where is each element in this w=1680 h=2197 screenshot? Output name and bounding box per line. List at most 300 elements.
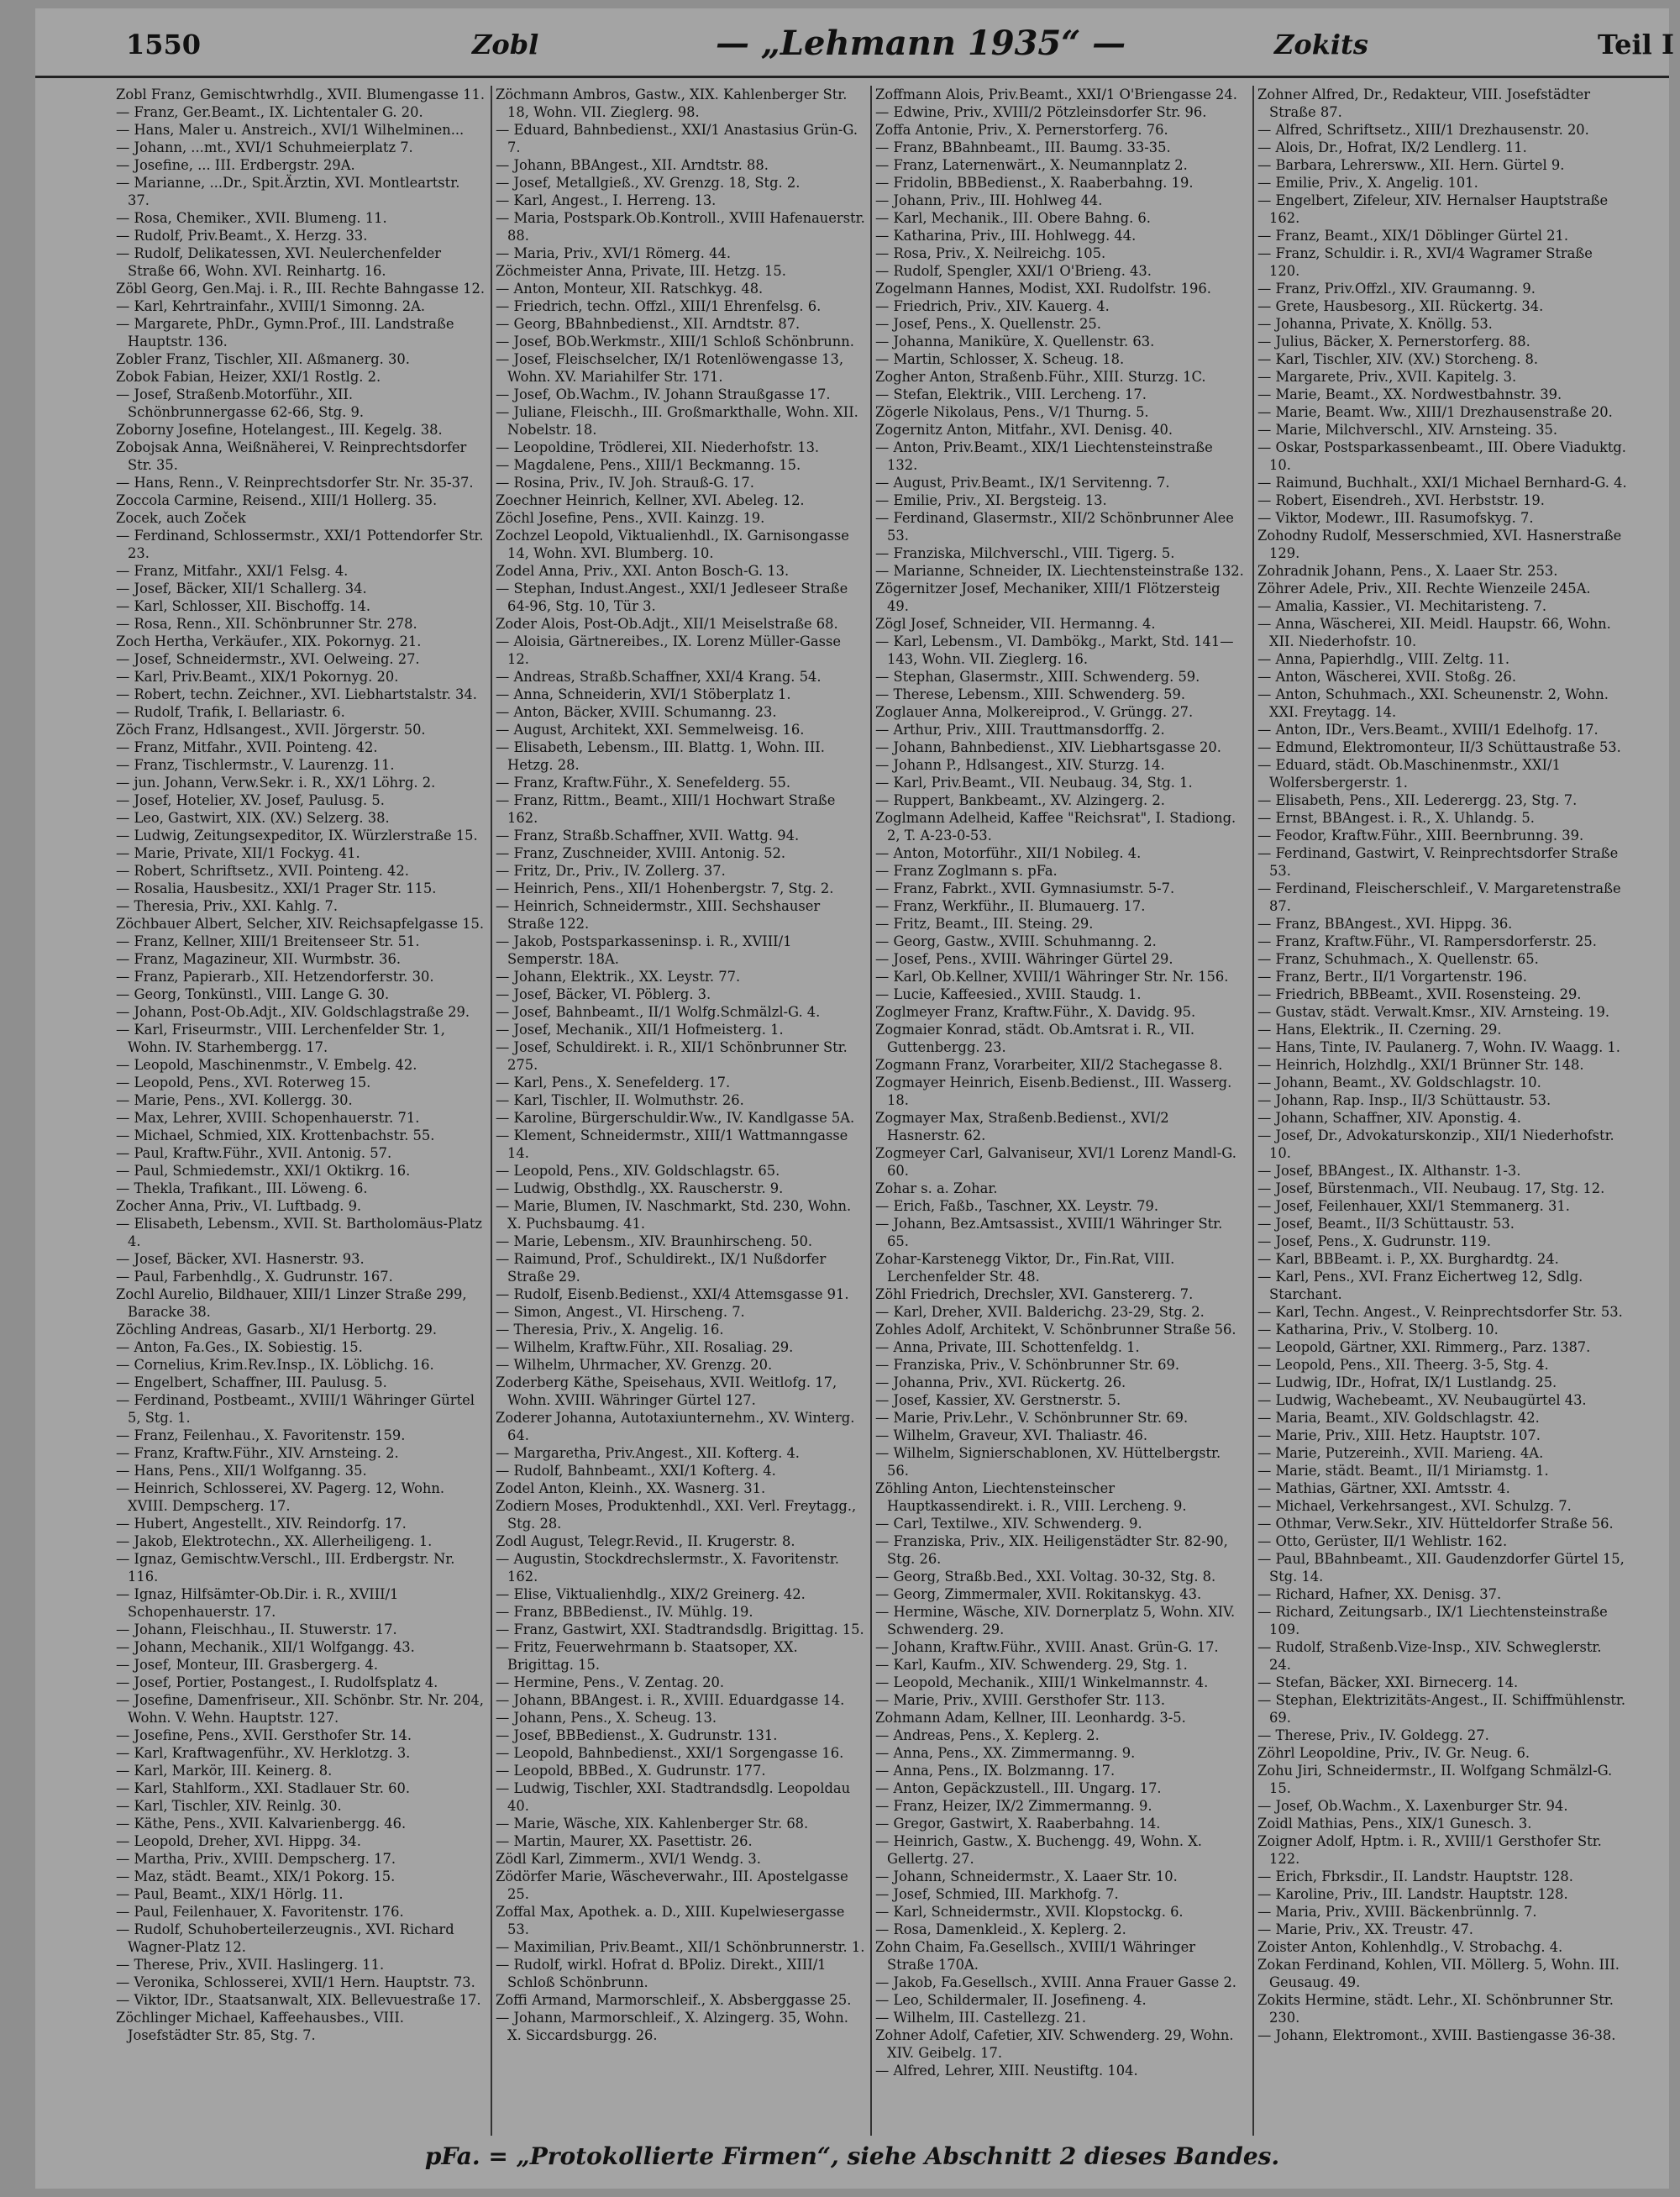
directory-entry: — Paul, Schmiedemstr., XXI/1 Oktikrg. 16.	[116, 1163, 411, 1179]
directory-entry: Zoister Anton, Kohlenhdlg., V. Strobachg. 4.	[1257, 1939, 1563, 1955]
directory-entry: — Ludwig, Zeitungsexpeditor, IX. Würzlerstraße 15.	[116, 828, 478, 844]
directory-entry: — Leopold, Maschinenmstr., V. Embelg. 42.	[116, 1057, 417, 1073]
directory-entry: — Josef, Hotelier, XV. Josef, Paulusg. 5.	[116, 792, 385, 808]
directory-entry: Zoglmeyer Franz, Kraftw.Führ., X. Davidg. 95.	[875, 1004, 1196, 1020]
directory-entry: — Franz, Gastwirt, XXI. Stadtrandsdlg. Brigittag. 15.	[496, 1621, 864, 1637]
directory-entry: — Anton, Gepäckzustell., III. Ungarg. 17.	[875, 1780, 1162, 1796]
directory-entry: — Elisabeth, Lebensm., III. Blattg. 1, Wohn. III. Hetzg. 28.	[496, 739, 825, 773]
directory-entry: — Viktor, Modewr., III. Rasumofskyg. 7.	[1257, 510, 1534, 526]
directory-entry: — Karl, Tischler, II. Wolmuthstr. 26.	[496, 1092, 744, 1108]
directory-entry: — Josefine, Pens., XVII. Gersthofer Str. 14.	[116, 1727, 412, 1743]
directory-entry: Zöchmeister Anna, Private, III. Hetzg. 15.	[496, 263, 786, 279]
directory-entry: Zohradnik Johann, Pens., X. Laaer Str. 253.	[1257, 563, 1558, 579]
directory-entry: Zochzel Leopold, Viktualienhdl., IX. Garnisongasse 14, Wohn. XVI. Blumberg. 10.	[496, 528, 849, 561]
directory-entry: — Robert, techn. Zeichner., XVI. Liebhartstalstr. 34.	[116, 686, 477, 702]
directory-entry: — Franz, Beamt., XIX/1 Döblinger Gürtel 21.	[1257, 228, 1569, 244]
directory-entry: — Karl, Tischler, XIV. (XV.) Storcheng. 8.	[1257, 351, 1539, 367]
directory-entry: — Jakob, Postsparkasseninsp. i. R., XVIII/1 Semperstr. 18A.	[496, 933, 792, 967]
directory-entry: — Franziska, Priv., V. Schönbrunner Str. 69.	[875, 1357, 1180, 1373]
directory-entry: — Aloisia, Gärtnereibes., IX. Lorenz Müller-Gasse 12.	[496, 633, 841, 667]
directory-entry: — Karl, Ob.Kellner, XVIII/1 Währinger Str. Nr. 156.	[875, 969, 1229, 985]
directory-entry: — Johann, ...mt., XVI/1 Schuhmeierplatz 7.	[116, 139, 413, 155]
directory-entry: — Richard, Zeitungsarb., IX/1 Liechtensteinstraße 109.	[1257, 1604, 1608, 1637]
directory-entry: — Anton, Fa.Ges., IX. Sobiestig. 15.	[116, 1339, 363, 1355]
directory-entry: — Johann, Beamt., XV. Goldschlagstr. 10.	[1257, 1075, 1541, 1091]
directory-entry: — Leopold, Gärtner, XXI. Rimmerg., Parz. 1387.	[1257, 1339, 1591, 1355]
directory-entry: — Josef, Bäcker, VI. Pöblerg. 3.	[496, 986, 711, 1002]
directory-entry: — Franz, Laternenwärt., X. Neumannplatz 2.	[875, 157, 1188, 173]
directory-entry: — Franz, Schuhmach., X. Quellenstr. 65.	[1257, 951, 1539, 967]
directory-entry: — Franziska, Priv., XIX. Heiligenstädter Str. 82-90, Stg. 26.	[875, 1533, 1228, 1567]
directory-entry: — Wilhelm, III. Castellezg. 21.	[875, 2010, 1087, 2026]
directory-entry: — Karl, Kraftwagenführ., XV. Herklotzg. 3.	[116, 1745, 411, 1761]
directory-entry: — Hans, Renn., V. Reinprechtsdorfer Str. Nr. 35-37.	[116, 475, 474, 491]
directory-entry: — Anna, Pens., IX. Bolzmanng. 17.	[875, 1763, 1116, 1779]
directory-entry: — Fritz, Dr., Priv., IV. Zollerg. 37.	[496, 863, 726, 879]
directory-entry: — Leopold, Dreher, XVI. Hippg. 34.	[116, 1833, 361, 1849]
directory-entry: Zöchbauer Albert, Selcher, XIV. Reichsapfelgasse 15.	[116, 916, 485, 932]
directory-entry: — Karl, BBBeamt. i. P., XX. Burghardtg. 24.	[1257, 1251, 1559, 1267]
directory-entry: — Alfred, Lehrer, XIII. Neustiftg. 104.	[875, 2063, 1138, 2079]
column-2	[496, 86, 865, 2136]
directory-entry: — Margaretha, Priv.Angest., XII. Kofterg. 4.	[496, 1445, 800, 1461]
directory-entry: — Karl, Lebensm., VI. Dambökg., Markt, Std. 141—143, Wohn. VII. Zieglerg. 16.	[875, 633, 1234, 667]
directory-entry: — Josef, Pens., X. Gudrunstr. 119.	[1257, 1233, 1491, 1249]
directory-entry: — Franz, Straßb.Schaffner, XVII. Wattg. 94.	[496, 828, 800, 844]
directory-entry: — Richard, Hafner, XX. Denisg. 37.	[1257, 1586, 1502, 1602]
directory-entry: Zohn Chaim, Fa.Gesellsch., XVIII/1 Währinger Straße 170A.	[875, 1939, 1196, 1973]
directory-entry: Zöhl Friedrich, Drechsler, XVI. Ganstererg. 7.	[875, 1286, 1194, 1302]
directory-entry: — Eduard, Bahnbedienst., XXI/1 Anastasius Grün-G. 7.	[496, 122, 858, 155]
directory-entry: — Marie, Priv., XX. Treustr. 47.	[1257, 1921, 1473, 1937]
directory-entry: — Johanna, Priv., XVI. Rückertg. 26.	[875, 1374, 1126, 1390]
directory-entry: — Maximilian, Priv.Beamt., XII/1 Schönbrunnerstr. 1.	[496, 1939, 865, 1955]
directory-entry: — Ludwig, Obsthdlg., XX. Rauscherstr. 9.	[496, 1180, 784, 1196]
directory-entry: — Maria, Beamt., XIV. Goldschlagstr. 42.	[1257, 1410, 1540, 1426]
directory-entry: — Georg, Tonkünstl., VIII. Lange G. 30.	[116, 986, 390, 1002]
directory-entry: — Franz, Rittm., Beamt., XIII/1 Hochwart Straße 162.	[496, 792, 836, 826]
directory-entry: — Emilie, Priv., XI. Bergsteig. 13.	[875, 492, 1107, 508]
directory-entry: — Josef, Mechanik., XII/1 Hofmeisterg. 1.	[496, 1022, 784, 1038]
page-number: 1550	[126, 29, 202, 60]
directory-entry: — Raimund, Prof., Schuldirekt., IX/1 Nußdorfer Straße 29.	[496, 1251, 827, 1285]
directory-entry: Zögerle Nikolaus, Pens., V/1 Thurng. 5.	[875, 404, 1149, 420]
directory-entry: — Andreas, Straßb.Schaffner, XXI/4 Krang. 54.	[496, 669, 822, 685]
directory-entry: — Rudolf, wirkl. Hofrat d. BPoliz. Direkt., XIII/1 Schloß Schönbrunn.	[496, 1957, 827, 1990]
directory-entry: — Anton, Bäcker, XVIII. Schumanng. 23.	[496, 704, 777, 720]
directory-entry: — Leo, Gastwirt, XIX. (XV.) Selzerg. 38.	[116, 810, 390, 826]
directory-entry: — Franz Zoglmann s. pFa.	[875, 863, 1058, 879]
directory-entry: Zoglauer Anna, Molkereiprod., V. Grüngg. 27.	[875, 704, 1194, 720]
directory-entry: — Johann, Post-Ob.Adjt., XIV. Goldschlagstraße 29.	[116, 1004, 470, 1020]
directory-entry: Zodl August, Telegr.Revid., II. Krugerstr. 8.	[496, 1533, 795, 1549]
directory-entry: — Marie, Private, XII/1 Fockyg. 41.	[116, 845, 360, 861]
directory-entry: — Friedrich, BBBeamt., XVII. Rosensteing. 29.	[1257, 986, 1582, 1002]
directory-entry: Zögernitzer Josef, Mechaniker, XIII/1 Flötzersteig 49.	[875, 581, 1221, 614]
directory-entry: — Feodor, Kraftw.Führ., XIII. Beernbrunng. 39.	[1257, 828, 1584, 844]
directory-entry: — Jakob, Elektrotechn., XX. Allerheiligeng. 1.	[116, 1533, 433, 1549]
directory-entry: — Karl, Mechanik., III. Obere Bahng. 6.	[875, 210, 1151, 226]
directory-entry: — Fridolin, BBBedienst., X. Raaberbahng. 19.	[875, 175, 1194, 191]
directory-entry: — Karl, Priv.Beamt., XIX/1 Pokornyg. 20.	[116, 669, 399, 685]
directory-entry: Zoderer Johanna, Autotaxiunternehm., XV. Winterg. 64.	[496, 1410, 855, 1443]
directory-entry: — Johann, Priv., III. Hohlweg 44.	[875, 192, 1103, 208]
directory-entry: — Josef, Bahnbeamt., II/1 Wolfg.Schmälzl-G. 4.	[496, 1004, 821, 1020]
directory-entry: — Anton, IDr., Vers.Beamt., XVIII/1 Edelhofg. 17.	[1257, 722, 1599, 738]
directory-entry: — Heinrich, Holzhdlg., XXI/1 Brünner Str. 148.	[1257, 1057, 1584, 1073]
directory-entry: Zohmann Adam, Kellner, III. Leonhardg. 3-5.	[875, 1710, 1186, 1726]
directory-entry: — Maria, Priv., XVIII. Bäckenbrünnlg. 7.	[1257, 1904, 1537, 1920]
directory-entry: Zocher Anna, Priv., VI. Luftbadg. 9.	[116, 1198, 362, 1214]
directory-entry: — Anton, Motorführ., XII/1 Nobileg. 4.	[875, 845, 1142, 861]
directory-entry: — Georg, Straßb.Bed., XXI. Voltag. 30-32, Stg. 8.	[875, 1569, 1216, 1585]
directory-entry: — Rudolf, Bahnbeamt., XXI/1 Kofterg. 4.	[496, 1463, 776, 1479]
header-left-keyword: Zobl	[472, 29, 539, 60]
directory-entry: — Franz, Magazineur, XII. Wurmbstr. 36.	[116, 951, 402, 967]
directory-entry: — Ferdinand, Fleischerschleif., V. Margaretenstraße 87.	[1257, 880, 1621, 914]
directory-entry: — Franz, Werkführ., II. Blumauerg. 17.	[875, 898, 1146, 914]
directory-entry: — Augustin, Stockdrechslermstr., X. Favoritenstr. 162.	[496, 1551, 839, 1585]
directory-entry: — Barbara, Lehrersww., XII. Hern. Gürtel 9.	[1257, 157, 1565, 173]
directory-entry: — Josef, Bäcker, XVI. Hasnerstr. 93.	[116, 1251, 365, 1267]
directory-entry: — August, Priv.Beamt., IX/1 Servitenng. 7.	[875, 475, 1170, 491]
directory-entry: — Franz, Kraftw.Führ., X. Senefelderg. 55.	[496, 775, 791, 791]
directory-entry: Zöchmann Ambros, Gastw., XIX. Kahlenberger Str. 18, Wohn. VII. Zieglerg. 98.	[496, 87, 848, 120]
directory-entry: — Michael, Schmied, XIX. Krottenbachstr. 55.	[116, 1127, 435, 1143]
directory-entry: — Martha, Priv., XVIII. Dempscherg. 17.	[116, 1851, 396, 1867]
directory-page	[35, 8, 1674, 2189]
directory-entry: — Marie, Priv.Lehr., V. Schönbrunner Str. 69.	[875, 1410, 1189, 1426]
directory-entry: — Ferdinand, Gastwirt, V. Reinprechtsdorfer Straße 53.	[1257, 845, 1619, 879]
directory-entry: — Anna, Wäscherei, XII. Meidl. Haupstr. 66, Wohn. XII. Niederhofstr. 10.	[1257, 616, 1611, 649]
directory-entry: — Karl, Angest., I. Herreng. 13.	[496, 192, 717, 208]
directory-entry: — Josef, Schneidermstr., XVI. Oelweing. 27.	[116, 651, 420, 667]
directory-entry: Zohner Alfred, Dr., Redakteur, VIII. Josefstädter Straße 87.	[1257, 87, 1591, 120]
directory-entry: — Paul, Kraftw.Führ., XVII. Antonig. 57.	[116, 1145, 392, 1161]
directory-entry: — Marianne, ...Dr., Spit.Ärztin, XVI. Montleartstr. 37.	[116, 175, 460, 208]
directory-entry: — Marie, Lebensm., XIV. Braunhirscheng. 50.	[496, 1233, 813, 1249]
directory-entry: — Johann, Pens., X. Scheug. 13.	[496, 1710, 717, 1726]
directory-entry: — Josef, Portier, Postangest., I. Rudolfsplatz 4.	[116, 1674, 438, 1690]
directory-entry: — Karl, Dreher, XVII. Balderichg. 23-29, Stg. 2.	[875, 1304, 1205, 1320]
directory-entry: — Franz, Tischlermstr., V. Laurenzg. 11.	[116, 757, 395, 773]
directory-entry: — Emilie, Priv., X. Angelig. 101.	[1257, 175, 1478, 191]
directory-entry: — Oskar, Postsparkassenbeamt., III. Obere Viaduktg. 10.	[1257, 439, 1626, 473]
directory-entry: Zokan Ferdinand, Kohlen, VII. Möllerg. 5, Wohn. III. Geusaug. 49.	[1257, 1957, 1620, 1990]
directory-entry: Zoidl Mathias, Pens., XIX/1 Gunesch. 3.	[1257, 1816, 1532, 1832]
directory-entry: — Gregor, Gastwirt, X. Raaberbahng. 14.	[875, 1816, 1161, 1832]
directory-entry: — Rudolf, Spengler, XXI/1 O'Brieng. 43.	[875, 263, 1152, 279]
directory-entry: — Klement, Schneidermstr., XIII/1 Wattmanngasse 14.	[496, 1127, 848, 1161]
directory-entry: — Julius, Bäcker, X. Pernerstorferg. 88.	[1257, 334, 1530, 350]
directory-entry: — Karoline, Priv., III. Landstr. Hauptstr. 128.	[1257, 1886, 1568, 1902]
directory-entry: Zoder Alois, Post-Ob.Adjt., XII/1 Meiselstraße 68.	[496, 616, 838, 632]
directory-entry: — Marie, Beamt., XX. Nordwestbahnstr. 39.	[1257, 386, 1562, 402]
directory-entry: — Johann, BBAngest., XII. Arndtstr. 88.	[496, 157, 769, 173]
directory-entry: — Karl, Schlosser, XII. Bischoffg. 14.	[116, 598, 371, 614]
directory-entry: — Viktor, IDr., Staatsanwalt, XIX. Bellevuestraße 17.	[116, 1992, 481, 2008]
directory-entry: — Josefine, ... III. Erdbergstr. 29A.	[116, 157, 355, 173]
directory-entry: — Max, Lehrer, XVIII. Schopenhauerstr. 71.	[116, 1110, 420, 1126]
directory-entry: Zohles Adolf, Architekt, V. Schönbrunner Straße 56.	[875, 1322, 1236, 1338]
directory-entry: Zödörfer Marie, Wäscheverwahr., III. Apostelgasse 25.	[496, 1869, 848, 1902]
directory-entry: Zöhrl Leopoldine, Priv., IV. Gr. Neug. 6.	[1257, 1745, 1530, 1761]
directory-entry: — Magdalene, Pens., XIII/1 Beckmanng. 15.	[496, 457, 801, 473]
directory-entry: — Franz, Zuschneider, XVIII. Antonig. 52.	[496, 845, 786, 861]
directory-entry: — Johann, Bez.Amtsassist., XVIII/1 Währinger Str. 65.	[875, 1216, 1223, 1249]
directory-entry: — Edwine, Priv., XVIII/2 Pötzleinsdorfer Str. 96.	[875, 104, 1207, 120]
directory-entry: Zodel Anna, Priv., XXI. Anton Bosch-G. 13.	[496, 563, 790, 579]
directory-entry: — Wilhelm, Kraftw.Führ., XII. Rosaliag. 29.	[496, 1339, 794, 1355]
directory-entry: — Martin, Maurer, XX. Pasettistr. 26.	[496, 1833, 753, 1849]
directory-entry: — Edmund, Elektromonteur, II/3 Schüttaustraße 53.	[1257, 739, 1621, 755]
directory-entry: Zoborny Josefine, Hotelangest., III. Kegelg. 38.	[116, 422, 443, 438]
directory-entry: — Josef, Ob.Wachm., IV. Johann Straußgasse 17.	[496, 386, 831, 402]
directory-entry: — Andreas, Pens., X. Keplerg. 2.	[875, 1727, 1100, 1743]
directory-entry: — Georg, Gastw., XVIII. Schuhmanng. 2.	[875, 933, 1157, 949]
directory-entry: — Robert, Schriftsetz., XVII. Pointeng. 42.	[116, 863, 409, 879]
directory-entry: — Johann, Fleischhau., II. Stuwerstr. 17.	[116, 1621, 397, 1637]
directory-entry: — Wilhelm, Signierschablonen, XV. Hüttelbergstr. 56.	[875, 1445, 1221, 1479]
header-rule	[35, 76, 1669, 78]
directory-entry: Zoffal Max, Apothek. a. D., XIII. Kupelwiesergasse 53.	[496, 1904, 845, 1937]
directory-entry: — Leopold, Pens., XVI. Roterweg 15.	[116, 1075, 371, 1091]
directory-entry: Zokits Hermine, städt. Lehr., XI. Schönbrunner Str. 230.	[1257, 1992, 1614, 2026]
directory-entry: Zogmann Franz, Vorarbeiter, XII/2 Stachegasse 8.	[875, 1057, 1223, 1073]
directory-entry: Zochl Aurelio, Bildhauer, XIII/1 Linzer Straße 299, Baracke 38.	[116, 1286, 467, 1320]
directory-entry: — Gustav, städt. Verwalt.Kmsr., XIV. Arnsteing. 19.	[1257, 1004, 1610, 1020]
directory-entry: Zöhrer Adele, Priv., XII. Rechte Wienzeile 245A.	[1257, 581, 1591, 597]
directory-entry: — Veronika, Schlosserei, XVII/1 Hern. Hauptstr. 73.	[116, 1974, 475, 1990]
directory-entry: — Marie, Priv., XVIII. Gersthofer Str. 113.	[875, 1692, 1166, 1708]
directory-entry: — Karl, Schneidermstr., XVII. Klopstockg. 6.	[875, 1904, 1184, 1920]
directory-entry: — Franz, Feilenhau., X. Favoritenstr. 159.	[116, 1427, 406, 1443]
directory-entry: — Rudolf, Priv.Beamt., X. Herzg. 33.	[116, 228, 368, 244]
directory-entry: — Eduard, städt. Ob.Maschinenmstr., XXI/1 Wolfersbergerstr. 1.	[1257, 757, 1561, 791]
directory-entry: — Anna, Schneiderin, XVI/1 Stöberplatz 1.	[496, 686, 791, 702]
directory-entry: — Georg, Zimmermaler, XVII. Rokitanskyg. 43.	[875, 1586, 1202, 1602]
directory-entry: — Stephan, Indust.Angest., XXI/1 Jedleseer Straße 64-96, Stg. 10, Tür 3.	[496, 581, 848, 614]
directory-entry: — Theresia, Priv., X. Angelig. 16.	[496, 1322, 724, 1338]
directory-entry: — Johanna, Maniküre, X. Quellenstr. 63.	[875, 334, 1155, 350]
directory-entry: — Rosa, Renn., XII. Schönbrunner Str. 278.	[116, 616, 417, 632]
directory-entry: — Hermine, Pens., V. Zentag. 20.	[496, 1674, 725, 1690]
directory-entry: — Josef, BBAngest., IX. Althanstr. 1-3.	[1257, 1163, 1521, 1179]
directory-entry: — Johann, Marmorschleif., X. Alzingerg. 35, Wohn. X. Siccardsburgg. 26.	[496, 2010, 848, 2043]
column-4	[1257, 86, 1627, 2136]
directory-entry: Zodel Anton, Kleinh., XX. Wasnerg. 31.	[496, 1480, 766, 1496]
directory-entry: — Josef, Straßenb.Motorführ., XII. Schönbrunnergasse 62-66, Stg. 9.	[116, 386, 365, 420]
directory-entry: — Karl, Friseurmstr., VIII. Lerchenfelder Str. 1, Wohn. IV. Starhembergg. 17.	[116, 1022, 445, 1055]
directory-entry: — Anton, Priv.Beamt., XIX/1 Liechtensteinstraße 132.	[875, 439, 1213, 473]
directory-entry: Zoechner Heinrich, Kellner, XVI. Abeleg. 12.	[496, 492, 805, 508]
directory-entry: — Erich, Fbrksdir., II. Landstr. Hauptstr. 128.	[1257, 1869, 1573, 1884]
directory-entry: — Josef, BBBedienst., X. Gudrunstr. 131.	[496, 1727, 778, 1743]
directory-entry: Zöbl Georg, Gen.Maj. i. R., III. Rechte Bahngasse 12.	[116, 281, 486, 297]
directory-entry: — Marie, Priv., XIII. Hetz. Hauptstr. 107.	[1257, 1427, 1541, 1443]
directory-entry: Zohodny Rudolf, Messerschmied, XVI. Hasnerstraße 129.	[1257, 528, 1622, 561]
directory-entry: — Josef, Monteur, III. Grasbergerg. 4.	[116, 1657, 379, 1673]
directory-entry: — Marie, Putzereinh., XVII. Marieng. 4A.	[1257, 1445, 1544, 1461]
directory-entry: — Josef, Beamt., II/3 Schüttaustr. 53.	[1257, 1216, 1515, 1232]
directory-entry: Zogernitz Anton, Mitfahr., XVI. Denisg. 40.	[875, 422, 1173, 438]
directory-entry: — Heinrich, Schlosserei, XV. Pagerg. 12, Wohn. XVIII. Dempscherg. 17.	[116, 1480, 445, 1514]
directory-entry: — Franz, BBBedienst., IV. Mühlg. 19.	[496, 1604, 753, 1620]
directory-entry: — Heinrich, Pens., XII/1 Hohenbergstr. 7, Stg. 2.	[496, 880, 834, 896]
directory-entry: — Stefan, Bäcker, XXI. Birnecerg. 14.	[1257, 1674, 1519, 1690]
directory-entry: Zoderberg Käthe, Speisehaus, XVII. Weitlofg. 17, Wohn. XVIII. Währinger Gürtel 127.	[496, 1374, 837, 1408]
directory-entry: — Leopold, BBBed., X. Gudrunstr. 177.	[496, 1763, 766, 1779]
directory-entry: — Franz, Kellner, XIII/1 Breitenseer Str. 51.	[116, 933, 420, 949]
directory-entry: — Jakob, Fa.Gesellsch., XVIII. Anna Frauer Gasse 2.	[875, 1974, 1236, 1990]
directory-entry: — Fritz, Beamt., III. Steing. 29.	[875, 916, 1094, 932]
directory-entry: — Josef, Feilenhauer, XXI/1 Stemmanerg. 31.	[1257, 1198, 1570, 1214]
directory-entry: — Johann P., Hdlsangest., XIV. Sturzg. 14.	[875, 757, 1165, 773]
directory-entry: — Alois, Dr., Hofrat, IX/2 Lendlerg. 11.	[1257, 139, 1527, 155]
directory-entry: — Friedrich, techn. Offzl., XIII/1 Ehrenfelsg. 6.	[496, 298, 822, 314]
directory-entry: — Ignaz, Hilfsämter-Ob.Dir. i. R., XVIII/1 Schopenhauerstr. 17.	[116, 1586, 399, 1620]
directory-entry: Zodiern Moses, Produktenhdl., XXI. Verl. Freytagg., Stg. 28.	[496, 1498, 857, 1532]
directory-entry: — Johann, Kraftw.Führ., XVIII. Anast. Grün-G. 17.	[875, 1639, 1219, 1655]
directory-entry: — Leopold, Bahnbedienst., XXI/1 Sorgengasse 16.	[496, 1745, 844, 1761]
directory-entry: — Hermine, Wäsche, XIV. Dornerplatz 5, Wohn. XIV. Schwenderg. 29.	[875, 1604, 1236, 1637]
directory-entry: — Marie, Blumen, IV. Naschmarkt, Std. 230, Wohn. X. Puchsbaumg. 41.	[496, 1198, 852, 1232]
directory-entry: Zöchling Andreas, Gasarb., XI/1 Herbortg. 29.	[116, 1322, 438, 1338]
part-label: Teil I	[1598, 29, 1674, 60]
directory-entry: — Fritz, Feuerwehrmann b. Staatsoper, XX. Brigittag. 15.	[496, 1639, 798, 1673]
directory-entry: — Karl, Markör, III. Keinerg. 8.	[116, 1763, 333, 1779]
directory-entry: — Therese, Priv., IV. Goldegg. 27.	[1257, 1727, 1489, 1743]
directory-entry: — Ferdinand, Postbeamt., XVIII/1 Währinger Gürtel 5, Stg. 1.	[116, 1392, 475, 1426]
directory-entry: — Alfred, Schriftsetz., XIII/1 Drezhausenstr. 20.	[1257, 122, 1589, 138]
directory-entry: Zödl Karl, Zimmerm., XVI/1 Wendg. 3.	[496, 1851, 761, 1867]
directory-entry: — Anton, Schuhmach., XXI. Scheunenstr. 2, Wohn. XXI. Freytagg. 14.	[1257, 686, 1609, 720]
directory-entry: — Josefine, Damenfriseur., XII. Schönbr. Str. Nr. 204, Wohn. V. Wehn. Hauptstr. 127.	[116, 1692, 484, 1726]
directory-entry: Zöchlinger Michael, Kaffeehausbes., VIII. Josefstädter Str. 85, Stg. 7.	[116, 2010, 404, 2043]
directory-entry: — Rudolf, Delikatessen, XVI. Neulerchenfelder Straße 66, Wohn. XVI. Reinhartg. 16.	[116, 245, 442, 279]
directory-entry: — Wilhelm, Graveur, XVI. Thaliastr. 46.	[875, 1427, 1148, 1443]
directory-entry: Zobok Fabian, Heizer, XXI/1 Rostlg. 2.	[116, 369, 381, 385]
directory-entry: — Heinrich, Gastw., X. Buchengg. 49, Wohn. X. Gellertg. 27.	[875, 1833, 1202, 1867]
directory-entry: — Josef, Bäcker, XII/1 Schallerg. 34.	[116, 581, 367, 597]
directory-entry: — Leopold, Pens., XII. Theerg. 3-5, Stg. 4.	[1257, 1357, 1549, 1373]
page-header	[35, 18, 1674, 69]
directory-entry: — Franz, Mitfahr., XXI/1 Felsg. 4.	[116, 563, 349, 579]
directory-entry: — Otto, Gerüster, II/1 Wehlistr. 162.	[1257, 1533, 1508, 1549]
directory-entry: — Rosa, Priv., X. Neilreichg. 105.	[875, 245, 1106, 261]
directory-entry: — Anna, Pens., XX. Zimmermanng. 9.	[875, 1745, 1136, 1761]
directory-entry: Zocek, auch Zoček	[116, 510, 246, 526]
directory-entry: — Franz, BBAngest., XVI. Hippg. 36.	[1257, 916, 1513, 932]
directory-entry: — Anna, Papierhdlg., VIII. Zeltg. 11.	[1257, 651, 1510, 667]
directory-entry: — Franz, Ger.Beamt., IX. Lichtentaler G. 20.	[116, 104, 423, 120]
directory-entry: Zogmayer Max, Straßenb.Bedienst., XVI/2 Hasnerstr. 62.	[875, 1110, 1169, 1143]
directory-entry: — Johann, Schaffner, XIV. Aponstig. 4.	[1257, 1110, 1521, 1126]
directory-entry: — Johann, Elektrik., XX. Leystr. 77.	[496, 969, 741, 985]
directory-entry: — Martin, Schlosser, X. Scheug. 18.	[875, 351, 1125, 367]
directory-entry: — Josef, Bürstenmach., VII. Neubaug. 17, Stg. 12.	[1257, 1180, 1605, 1196]
directory-entry: — Ferdinand, Schlossermstr., XXI/1 Pottendorfer Str. 23.	[116, 528, 484, 561]
directory-entry: — Josef, Metallgieß., XV. Grenzg. 18, Stg. 2.	[496, 175, 801, 191]
directory-entry: — Wilhelm, Uhrmacher, XV. Grenzg. 20.	[496, 1357, 773, 1373]
directory-entry: — Johann, Mechanik., XII/1 Wolfgangg. 43.	[116, 1639, 415, 1655]
directory-entry: — Leo, Schildermaler, II. Josefineng. 4.	[875, 1992, 1147, 2008]
directory-entry: — Mathias, Gärtner, XXI. Amtsstr. 4.	[1257, 1480, 1510, 1496]
directory-entry: — Hans, Pens., XII/1 Wolfganng. 35.	[116, 1463, 367, 1479]
directory-entry: — Heinrich, Schneidermstr., XIII. Sechshauser Straße 122.	[496, 898, 821, 932]
directory-entry: — Elisabeth, Lebensm., XVII. St. Bartholomäus-Platz 4.	[116, 1216, 482, 1249]
directory-entry: — Carl, Textilwe., XIV. Schwenderg. 9.	[875, 1516, 1142, 1532]
directory-entry: Zoccola Carmine, Reisend., XIII/1 Hollerg. 35.	[116, 492, 438, 508]
directory-entry: Zobl Franz, Gemischtwrhdlg., XVII. Blumengasse 11.	[116, 87, 486, 102]
directory-entry: — Johann, Elektromont., XVIII. Bastiengasse 36-38.	[1257, 2027, 1616, 2043]
directory-entry: — Katharina, Priv., III. Hohlwegg. 44.	[875, 228, 1137, 244]
directory-entry: Zoffi Armand, Marmorschleif., X. Absberggasse 25.	[496, 1992, 852, 2008]
directory-entry: — Karl, Kehrtrainfahr., XVIII/1 Simonng. 2A.	[116, 298, 426, 314]
directory-entry: — Johanna, Private, X. Knöllg. 53.	[1257, 316, 1493, 332]
directory-entry: — Franz, Priv.Offzl., XIV. Graumanng. 9.	[1257, 281, 1536, 297]
directory-entry: — Georg, BBahnbedienst., XII. Arndtstr. 87.	[496, 316, 801, 332]
directory-entry: — Franz, Mitfahr., XVII. Pointeng. 42.	[116, 739, 378, 755]
directory-entry: — Engelbert, Schaffner, III. Paulusg. 5.	[116, 1374, 387, 1390]
directory-entry: — Ferdinand, Glasermstr., XII/2 Schönbrunner Alee 53.	[875, 510, 1234, 544]
directory-entry: — Hans, Maler u. Anstreich., XVI/1 Wilhelminen...	[116, 122, 465, 138]
directory-entry: — Ruppert, Bankbeamt., XV. Alzingerg. 2.	[875, 792, 1165, 808]
directory-entry: — Robert, Eisendreh., XVI. Herbststr. 19.	[1257, 492, 1545, 508]
directory-entry: — Marie, städt. Beamt., II/1 Miriamstg. 1.	[1257, 1463, 1549, 1479]
directory-entry: — Josef, Dr., Advokaturskonzip., XII/1 Niederhofstr. 10.	[1257, 1127, 1614, 1161]
directory-entry: — Johann, Rap. Insp., II/3 Schüttaustr. 53.	[1257, 1092, 1551, 1108]
directory-entry: — Michael, Verkehrsangest., XVI. Schulzg. 7.	[1257, 1498, 1572, 1514]
directory-entry: — Therese, Lebensm., XIII. Schwenderg. 59.	[875, 686, 1186, 702]
directory-entry: — Marianne, Schneider, IX. Liechtensteinstraße 132.	[875, 563, 1244, 579]
directory-entry: — Hans, Elektrik., II. Czerning. 29.	[1257, 1022, 1502, 1038]
directory-entry: — Franz, Schuldir. i. R., XVI/4 Wagramer Straße 120.	[1257, 245, 1593, 279]
directory-entry: — Josef, Ob.Wachm., X. Laxenburger Str. 94.	[1257, 1798, 1568, 1814]
directory-entry: — Franz, Fabrkt., XVII. Gymnasiumstr. 5-7.	[875, 880, 1175, 896]
directory-entry: — Grete, Hausbesorg., XII. Rückertg. 34.	[1257, 298, 1544, 314]
directory-entry: — Karoline, Bürgerschuldir.Ww., IV. Kandlgasse 5A.	[496, 1110, 855, 1126]
directory-entry: — Elisabeth, Pens., XII. Lederergg. 23, Stg. 7.	[1257, 792, 1578, 808]
directory-entry: — Lucie, Kaffeesied., XVIII. Staudg. 1.	[875, 986, 1142, 1002]
directory-entry: — Josef, BOb.Werkmstr., XIII/1 Schloß Schönbrunn.	[496, 334, 854, 350]
directory-entry: Zohar s. a. Zohar.	[875, 1180, 998, 1196]
directory-entry: — Leopold, Pens., XIV. Goldschlagstr. 65.	[496, 1163, 780, 1179]
directory-entry: Zohner Adolf, Cafetier, XIV. Schwenderg. 29, Wohn. XIV. Geibelg. 17.	[875, 2027, 1234, 2061]
directory-entry: — Rosa, Damenkleid., X. Keplerg. 2.	[875, 1921, 1126, 1937]
directory-entry: — Ludwig, Wachebeamt., XV. Neubaugürtel 43.	[1257, 1392, 1587, 1408]
directory-entry: — Maz, städt. Beamt., XIX/1 Pokorg. 15.	[116, 1869, 396, 1884]
directory-entry: — Josef, Pens., X. Quellenstr. 25.	[875, 316, 1101, 332]
directory-entry: — Stephan, Glasermstr., XIII. Schwenderg. 59.	[875, 669, 1200, 685]
directory-entry: — Anna, Private, III. Schottenfeldg. 1.	[875, 1339, 1140, 1355]
footer-note: pFa. = „Protokollierte Firmen“, siehe Abschnitt 2 dieses Bandes.	[424, 2142, 1280, 2170]
directory-entry: — Katharina, Priv., V. Stolberg. 10.	[1257, 1322, 1499, 1338]
directory-entry: — jun. Johann, Verw.Sekr. i. R., XX/1 Löhrg. 2.	[116, 775, 436, 791]
directory-entry: — Arthur, Priv., XIII. Trauttmansdorffg. 2.	[875, 722, 1165, 738]
directory-entry: Zoch Hertha, Verkäufer., XIX. Pokornyg. 21.	[116, 633, 422, 649]
directory-entry: — Josef, Fleischselcher, IX/1 Rotenlöwengasse 13, Wohn. XV. Mariahilfer Str. 171.	[496, 351, 844, 385]
directory-entry: Zobojsak Anna, Weißnäherei, V. Reinprechtsdorfer Str. 35.	[116, 439, 467, 473]
directory-entry: — Rosina, Priv., IV. Joh. Strauß-G. 17.	[496, 475, 754, 491]
directory-entry: — Johann, BBAngest. i. R., XVIII. Eduardgasse 14.	[496, 1692, 845, 1708]
directory-entry: — Cornelius, Krim.Rev.Insp., IX. Löblichg. 16.	[116, 1357, 434, 1373]
directory-entry: — Hubert, Angestellt., XIV. Reindorfg. 17.	[116, 1516, 407, 1532]
directory-entry: — Rudolf, Eisenb.Bedienst., XXI/4 Attemsgasse 91.	[496, 1286, 849, 1302]
directory-entry: — Josef, Pens., XVIII. Währinger Gürtel 29.	[875, 951, 1173, 967]
directory-entry: — Leopoldine, Trödlerei, XII. Niederhofstr. 13.	[496, 439, 820, 455]
directory-entry: — Engelbert, Zifeleur, XIV. Hernalser Hauptstraße 162.	[1257, 192, 1609, 226]
